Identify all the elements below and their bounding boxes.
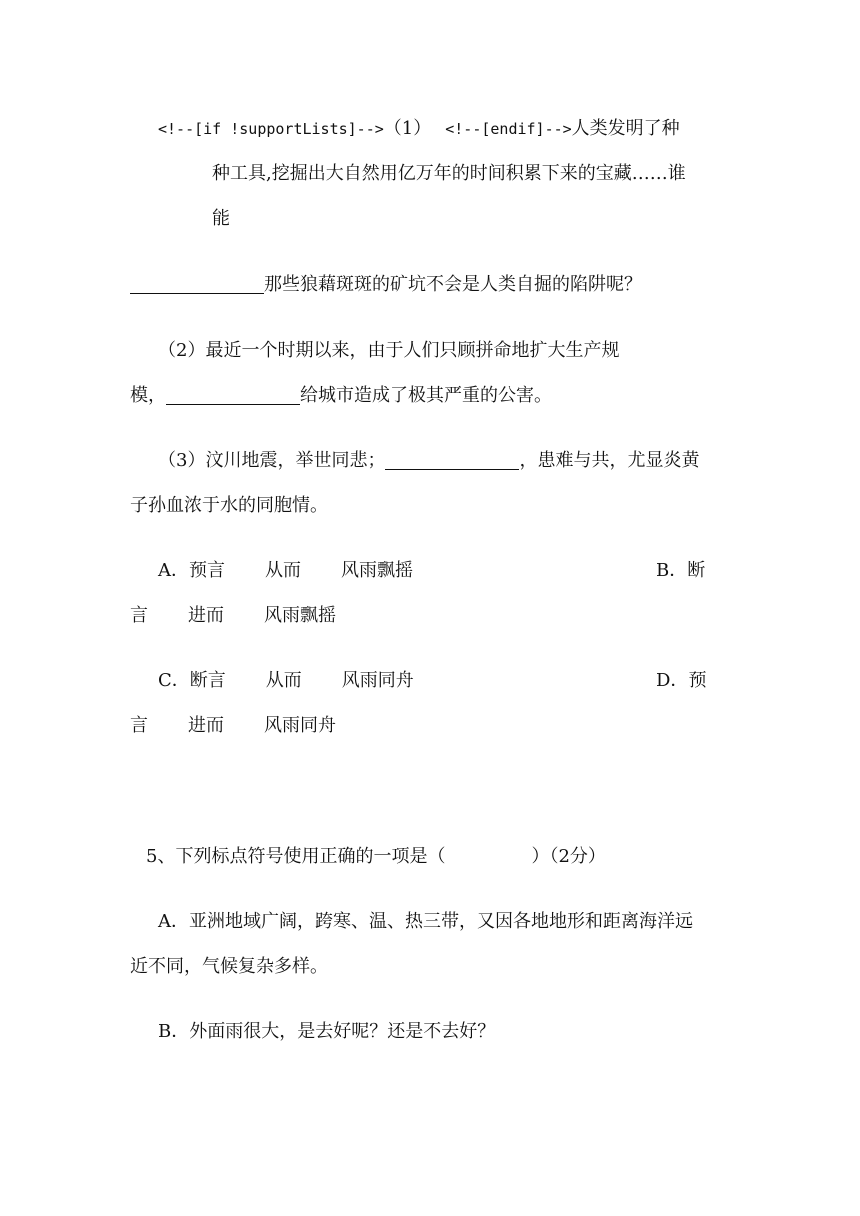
option-word: 断言	[189, 670, 226, 691]
option-word-part: 言	[130, 715, 148, 736]
option-word: 从而	[265, 560, 301, 581]
q4-item3-line1	[158, 449, 699, 473]
q4-item2-line2	[130, 384, 552, 408]
item-number: （1）	[383, 118, 432, 139]
option-letter: C．	[158, 670, 190, 691]
q5-stem	[146, 845, 606, 869]
q4-item1-line4	[130, 273, 642, 297]
sentence-text: 给城市造成了极其严重的公害。	[300, 385, 552, 406]
option-word: 进而	[188, 605, 224, 626]
option-word-part: 预	[688, 670, 707, 691]
q4-item1-line1	[158, 117, 680, 141]
option-letter: D．	[656, 670, 689, 691]
html-comment-artifact: <!--[endif]-->	[445, 120, 572, 138]
question-text: ）（2分）	[531, 846, 606, 867]
fill-in-blank[interactable]	[385, 451, 519, 470]
option-b	[656, 559, 705, 583]
q4-item1-line2: 种工具,挖掘出大自然用亿万年的时间积累下来的宝藏……谁	[212, 163, 686, 184]
q5-option-b: B．外面雨很大，是去好呢？还是不去好？	[158, 1021, 496, 1042]
option-d	[656, 669, 706, 693]
sentence-text: ，患难与共，尤显炎黄	[519, 450, 700, 471]
sentence-text: 模，	[130, 385, 166, 406]
option-b-continued	[130, 604, 336, 628]
sentence-text: 那些狼藉斑斑的矿坑不会是人类自掘的陷阱呢？	[264, 274, 642, 295]
option-c	[158, 669, 414, 693]
q4-item1-line3: 能	[212, 208, 230, 229]
option-word: 风雨同舟	[341, 670, 414, 691]
option-word-part: 断	[687, 560, 706, 581]
option-word: 进而	[188, 715, 224, 736]
option-word: 预言	[189, 560, 225, 581]
option-word: 风雨同舟	[264, 715, 336, 736]
q5-option-a-line1: A．亚洲地域广阔，跨寒、温、热三带，又因各地地形和距离海洋远	[158, 911, 693, 932]
option-letter: B．	[656, 560, 688, 581]
question-text: 5、下列标点符号使用正确的一项是（	[146, 846, 446, 867]
fill-in-blank[interactable]	[166, 386, 300, 405]
q5-option-a-line2: 近不同，气候复杂多样。	[130, 956, 328, 977]
option-letter: A．	[158, 560, 189, 581]
sentence-text: （3）汶川地震，举世同悲；	[158, 450, 386, 471]
html-comment-artifact: <!--[if !supportLists]-->	[158, 120, 384, 138]
option-d-continued	[130, 714, 336, 738]
option-word: 风雨飘摇	[341, 560, 413, 581]
q4-item3-line2: 子孙血浓于水的同胞情。	[130, 495, 328, 516]
option-a	[158, 559, 413, 583]
sentence-text: 人类发明了种	[571, 118, 680, 139]
fill-in-blank[interactable]	[130, 275, 264, 294]
option-word-part: 言	[130, 605, 148, 626]
option-word: 从而	[265, 670, 302, 691]
q4-item2-line1: （2）最近一个时期以来，由于人们只顾拼命地扩大生产规	[158, 340, 620, 361]
option-word: 风雨飘摇	[264, 605, 336, 626]
